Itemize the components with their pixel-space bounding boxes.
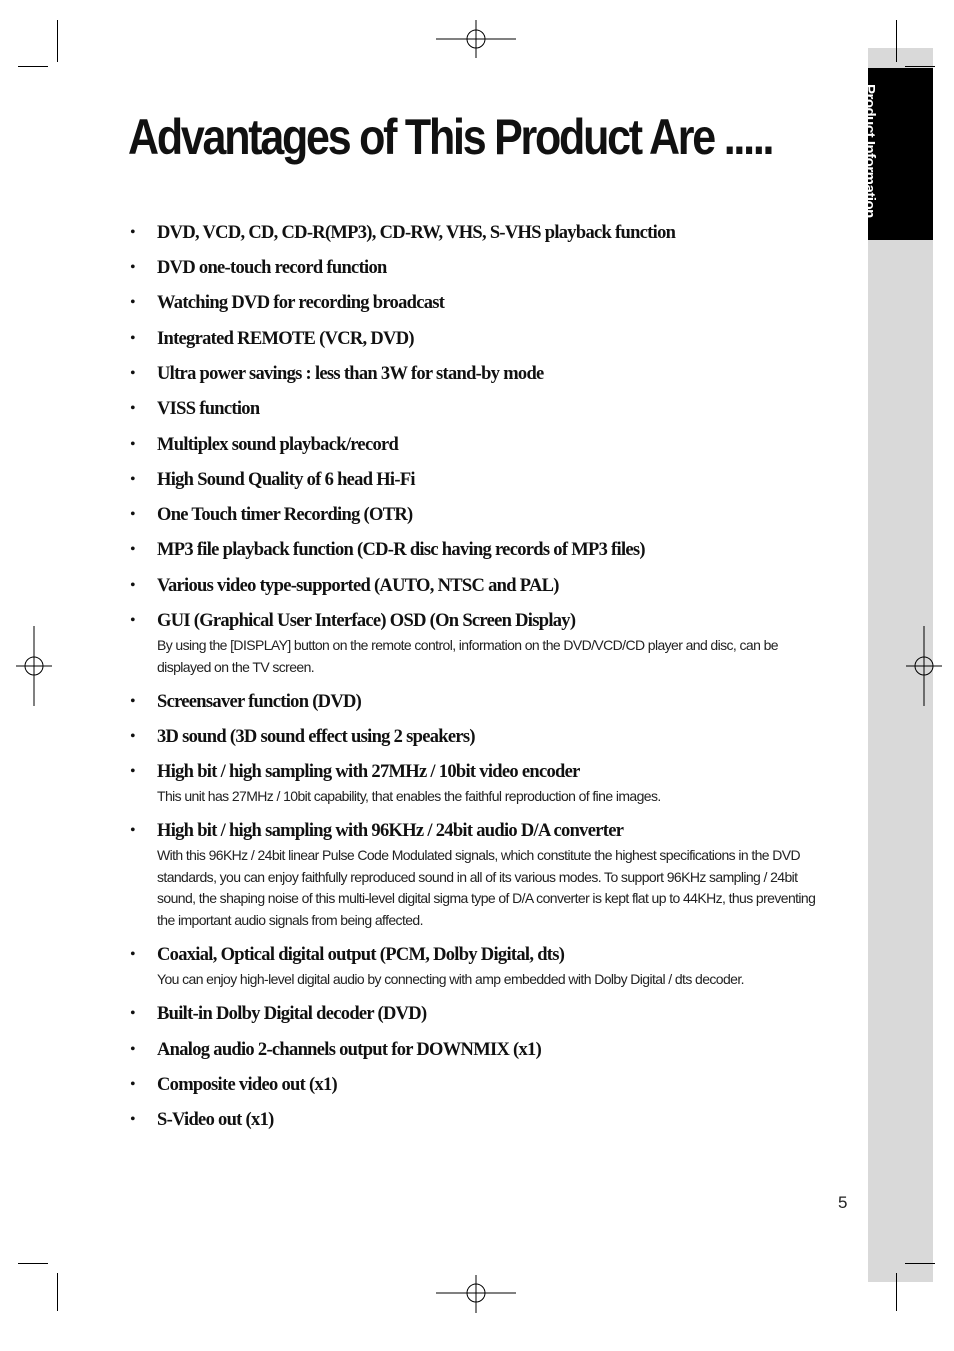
feature-heading: Composite video out (x1) (157, 1075, 338, 1095)
registration-mark-right (906, 626, 942, 706)
feature-heading: 3D sound (3D sound effect using 2 speakers) (157, 727, 475, 747)
feature-heading: DVD, VCD, CD, CD-R(MP3), CD-RW, VHS, S-VHS playback function (157, 223, 676, 243)
feature-heading: Watching DVD for recording broadcast (157, 293, 445, 313)
bullet: • (130, 612, 136, 629)
bullet: • (130, 577, 136, 594)
feature-heading: GUI (Graphical User Interface) OSD (On Screen Display) (157, 611, 576, 631)
crop-mark (905, 1263, 935, 1264)
feature-heading: Built-in Dolby Digital decoder (DVD) (157, 1004, 427, 1024)
crop-mark (18, 1263, 48, 1264)
crop-mark (18, 66, 48, 67)
feature-heading: Coaxial, Optical digital output (PCM, Dolby Digital, dts) (157, 945, 565, 965)
feature-heading: Integrated REMOTE (VCR, DVD) (157, 329, 414, 349)
registration-mark-left (16, 626, 52, 706)
feature-heading: High bit / high sampling with 96KHz / 24bit audio D/A converter (157, 821, 624, 841)
feature-description: By using the [DISPLAY] button on the remote control, information on the DVD/VCD/CD player and disc, can be displayed on the TV screen. (157, 637, 778, 675)
crop-mark (905, 66, 935, 67)
registration-mark-top (436, 18, 516, 60)
bullet: • (130, 1076, 136, 1093)
bullet: • (130, 693, 136, 710)
bullet: • (130, 436, 136, 453)
bullet: • (130, 541, 136, 558)
feature-heading: VISS function (157, 399, 260, 419)
crop-mark (57, 1273, 58, 1311)
feature-heading: MP3 file playback function (CD-R disc having records of MP3 files) (157, 540, 645, 560)
crop-mark (896, 20, 897, 62)
page-number: 5 (838, 1193, 848, 1212)
feature-heading: One Touch timer Recording (OTR) (157, 505, 413, 525)
feature-heading: DVD one-touch record function (157, 258, 387, 278)
bullet: • (130, 1005, 136, 1022)
bullet: • (130, 506, 136, 523)
bullet: • (130, 946, 136, 963)
feature-heading: Multiplex sound playback/record (157, 435, 399, 455)
bullet: • (130, 471, 136, 488)
feature-description: This unit has 27MHz / 10bit capability, that enables the faithful reproduction of fine images. (157, 788, 661, 804)
bullet: • (130, 763, 136, 780)
bullet: • (130, 1041, 136, 1058)
bullet: • (130, 822, 136, 839)
feature-heading: High Sound Quality of 6 head Hi-Fi (157, 470, 415, 490)
feature-heading: Various video type-supported (AUTO, NTSC and PAL) (157, 576, 559, 596)
bullet: • (130, 365, 136, 382)
bullet: • (130, 1111, 136, 1128)
bullet: • (130, 224, 136, 241)
bullet: • (130, 728, 136, 745)
bullet: • (130, 400, 136, 417)
bullet: • (130, 259, 136, 276)
feature-heading: Analog audio 2-channels output for DOWNMIX (x1) (157, 1040, 542, 1060)
page-title: Advantages of This Product Are ..... (128, 109, 773, 165)
feature-heading: Screensaver function (DVD) (157, 692, 362, 712)
feature-heading: S-Video out (x1) (157, 1110, 274, 1130)
feature-description: With this 96KHz / 24bit linear Pulse Code Modulated signals, which constitute the highest specifications in the DVD standards, you can enjoy faithfully reproduced sound in all of its various modes. To support 96KHz sampling / 24bit sound, the shaping noise of this multi-level digital sigma type of D/A converter is kept flat up to 44KHz, thus preventing the important audio signals from being affected. (157, 847, 816, 929)
bullet: • (130, 330, 136, 347)
feature-heading: Ultra power savings : less than 3W for stand-by mode (157, 364, 544, 384)
bullet: • (130, 294, 136, 311)
feature-heading: High bit / high sampling with 27MHz / 10bit video encoder (157, 762, 580, 782)
crop-mark (57, 20, 58, 62)
feature-description: You can enjoy high-level digital audio by connecting with amp embedded with Dolby Digital / dts decoder. (157, 971, 744, 987)
registration-mark-bottom (436, 1275, 516, 1317)
section-tab-label: Product Information (861, 84, 878, 218)
crop-mark (896, 1273, 897, 1311)
